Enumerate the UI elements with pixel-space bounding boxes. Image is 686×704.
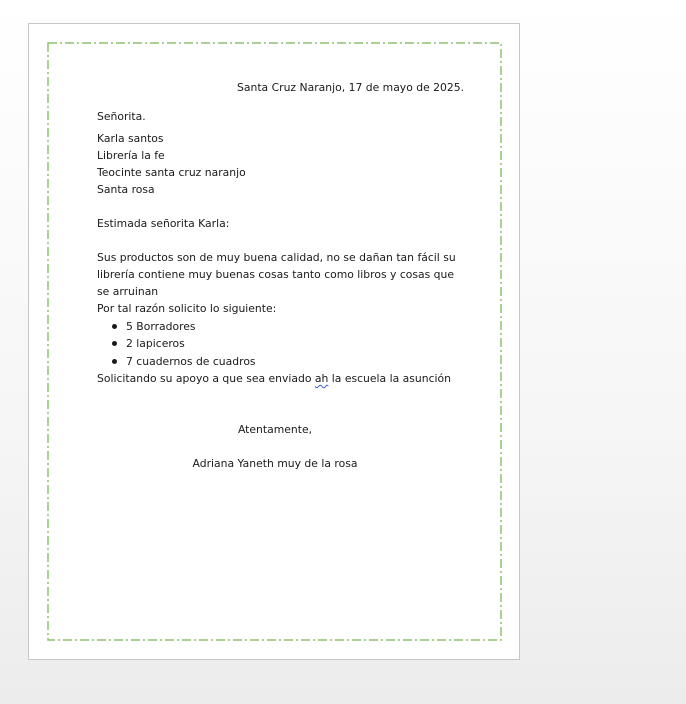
list-item [112,353,256,370]
request-close-before: Solicitando su apoyo a que sea enviado [97,372,315,385]
request-close-after: la escuela la asunción [328,372,451,385]
list-item [112,335,185,352]
body-line-1: Sus productos son de muy buena calidad, no se dañan tan fácil su [97,251,456,264]
recipient-name: Karla santos [97,132,164,145]
body-line-3: se arruinan [97,285,159,298]
list-item-text: 2 lapiceros [126,337,185,350]
salutation: Estimada señorita Karla: [97,217,230,230]
spellcheck-flagged-word[interactable]: ah [314,372,329,385]
recipient-city: Santa rosa [97,183,155,196]
letter-date: Santa Cruz Naranjo, 17 de mayo de 2025. [237,81,465,94]
list-item [112,318,196,335]
bullet-icon [112,341,117,346]
closing: Atentamente, [237,423,313,436]
list-item-text: 7 cuadernos de cuadros [126,355,256,368]
list-item-text: 5 Borradores [126,320,196,333]
recipient-business: Librería la fe [97,149,165,162]
bullet-icon [112,324,117,329]
bullet-icon [112,359,117,364]
recipient-title: Señorita. [97,110,146,123]
body-line-2: librería contiene muy buenas cosas tanto como libros y cosas que [97,268,455,281]
request-intro: Por tal razón solicito lo siguiente: [97,302,277,315]
request-close [97,370,451,387]
signature: Adriana Yaneth muy de la rosa [192,457,358,470]
recipient-address: Teocinte santa cruz naranjo [97,166,246,179]
